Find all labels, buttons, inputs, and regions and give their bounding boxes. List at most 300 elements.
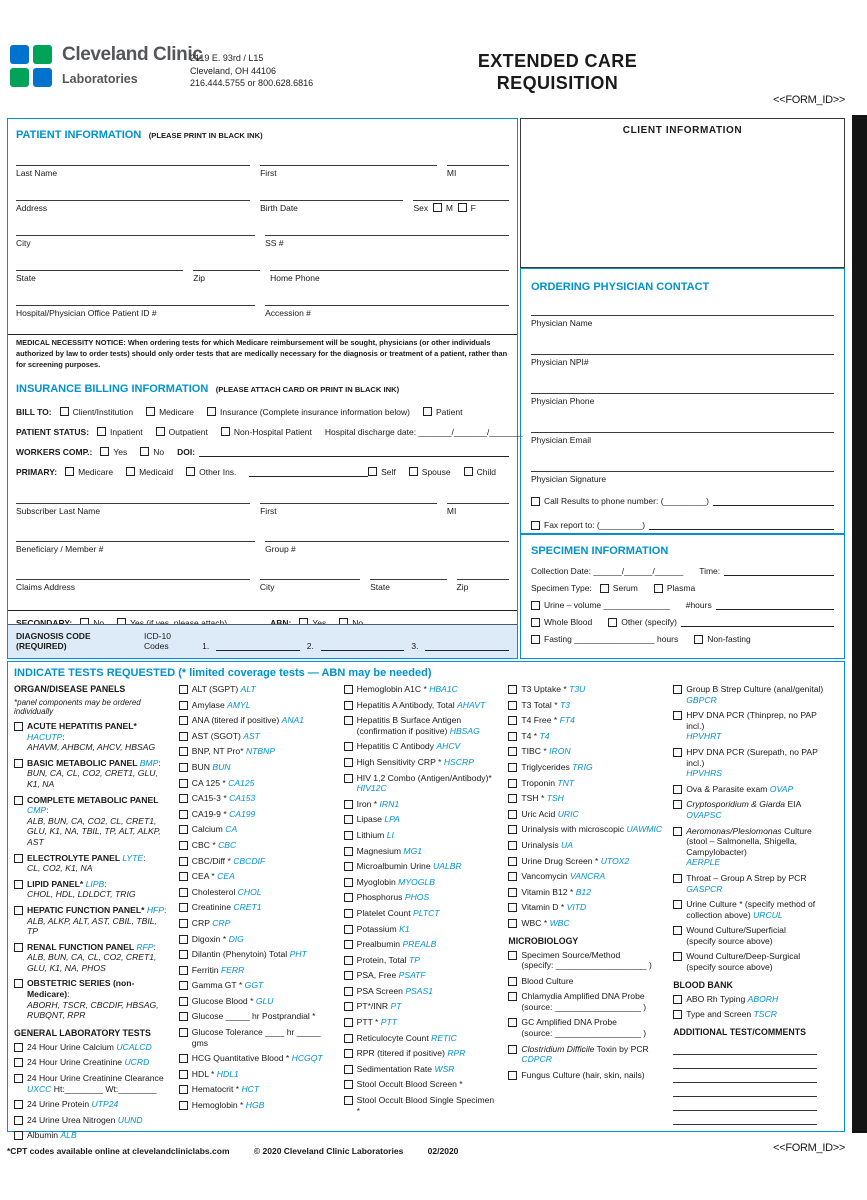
test-checkbox[interactable]: [344, 1080, 353, 1089]
test-checkbox[interactable]: [344, 1065, 353, 1074]
fax-report-checkbox[interactable]: [531, 521, 540, 530]
discharge-date-label[interactable]: Hospital discharge date: _______/_______/_______: [324, 427, 523, 438]
test-checkbox[interactable]: [344, 800, 353, 809]
patient-info-title: PATIENT INFORMATION: [16, 129, 142, 141]
test-checkbox[interactable]: [508, 872, 517, 881]
test-checkbox[interactable]: [179, 810, 188, 819]
test-item: [673, 925, 829, 946]
checkbox[interactable]: [100, 447, 109, 456]
test-checkbox[interactable]: [179, 903, 188, 912]
test-checkbox[interactable]: [179, 1101, 188, 1110]
test-item: [508, 950, 664, 971]
test-checkbox[interactable]: [344, 893, 353, 902]
test-item: [508, 1070, 664, 1081]
test-checkbox[interactable]: [344, 831, 353, 840]
test-item: [179, 902, 335, 913]
time-blank-line[interactable]: [724, 566, 834, 576]
test-checkbox[interactable]: [508, 888, 517, 897]
test-checkbox[interactable]: [179, 966, 188, 975]
test-item: [508, 887, 664, 898]
relation-options: [368, 467, 509, 477]
test-label: Digoxin * DIG: [191, 933, 244, 944]
test-item: [179, 715, 335, 726]
test-label: Lipase LPA: [356, 814, 400, 825]
last-name-field[interactable]: Last Name: [16, 165, 250, 178]
physician-field[interactable]: Physician Email: [531, 432, 834, 445]
call-results-checkbox[interactable]: [531, 497, 540, 506]
test-label: Cholesterol CHOL: [191, 886, 262, 897]
test-checkbox[interactable]: [508, 779, 517, 788]
test-item: [508, 809, 664, 820]
header: [8, 44, 202, 88]
test-checkbox[interactable]: [508, 1018, 517, 1027]
option-label: Client/Institution: [72, 407, 134, 418]
test-checkbox[interactable]: [14, 1131, 23, 1140]
test-item: [673, 799, 829, 820]
fax-report-blank-line[interactable]: [649, 520, 834, 530]
test-label: Gamma GT * GGT: [191, 980, 264, 991]
test-item: [344, 814, 500, 825]
test-item: [508, 1044, 664, 1065]
option-label: Self: [381, 467, 396, 478]
test-checkbox[interactable]: [179, 1012, 188, 1021]
urine-row: Urine – volume ______________ #hours: [531, 600, 834, 610]
test-checkbox[interactable]: [508, 685, 517, 694]
test-checkbox[interactable]: [179, 1054, 188, 1063]
test-label: CA 125 * CA125: [191, 777, 255, 788]
test-label: HIV 1,2 Combo (Antigen/Antibody)* HIV12C: [356, 772, 492, 794]
icd-code-3-blank[interactable]: [425, 641, 509, 651]
test-checkbox[interactable]: [344, 987, 353, 996]
test-checkbox[interactable]: [179, 763, 188, 772]
test-checkbox[interactable]: [344, 956, 353, 965]
call-results-blank-line[interactable]: [713, 496, 834, 506]
test-label: Urine Culture * (specify method of collection above) URCUL: [686, 899, 816, 920]
other-specify-blank-line[interactable]: [681, 617, 834, 627]
checkbox[interactable]: [146, 407, 155, 416]
test-item: [344, 924, 500, 935]
test-checkbox[interactable]: [344, 878, 353, 887]
home-phone-field[interactable]: Home Phone: [270, 270, 509, 283]
patient-row-4: [16, 270, 509, 283]
test-checkbox[interactable]: [344, 1034, 353, 1043]
icd-code-2-blank[interactable]: [321, 641, 405, 651]
test-checkbox[interactable]: [179, 685, 188, 694]
test-checkbox[interactable]: [14, 943, 23, 952]
test-label: RENAL FUNCTION PANEL RFP: ALB, BUN, CA, CL, CO2, CRET1, GLU, K1, NA, PHOS: [27, 941, 157, 973]
test-label: 24 Urine Protein UTP24: [27, 1099, 119, 1110]
beneficiary-row: [16, 541, 509, 554]
test-group-header: ORGAN/DISEASE PANELS: [14, 684, 126, 694]
checkbox[interactable]: [126, 467, 135, 476]
test-item: [673, 873, 829, 894]
claims-address-field[interactable]: Claims Address: [16, 579, 250, 592]
test-checkbox[interactable]: [179, 981, 188, 990]
option-label: No: [153, 447, 165, 458]
test-item: [344, 1033, 500, 1044]
test-checkbox[interactable]: [14, 1074, 23, 1083]
test-checkbox[interactable]: [508, 992, 517, 1001]
tests-column: [508, 684, 673, 1146]
test-item: [673, 826, 829, 868]
subscriber-mi-field[interactable]: MI: [447, 503, 509, 516]
beneficiary-field[interactable]: Beneficiary / Member #: [16, 541, 255, 554]
test-item: [179, 793, 335, 804]
brand-name: Cleveland Clinic: [62, 44, 203, 65]
comment-blank-line[interactable]: [673, 1055, 817, 1069]
test-checkbox[interactable]: [508, 763, 517, 772]
test-label: Hemoglobin * HGB: [191, 1100, 265, 1111]
comment-blank-line[interactable]: [673, 1097, 817, 1111]
physician-field[interactable]: Physician Name: [531, 315, 834, 328]
test-checkbox[interactable]: [179, 825, 188, 834]
urine-checkbox[interactable]: [531, 601, 540, 610]
test-label: BASIC METABOLIC PANEL BMP: BUN, CA, CL, CO2, CRET1, GLU, K1, NA: [27, 757, 161, 789]
test-checkbox[interactable]: [179, 747, 188, 756]
tests-column: [179, 684, 344, 1146]
test-label: T4 Free * FT4: [521, 715, 575, 726]
checkbox[interactable]: [65, 467, 74, 476]
test-checkbox[interactable]: [14, 1116, 23, 1125]
test-checkbox[interactable]: [673, 874, 682, 883]
option-label: Medicare: [159, 407, 195, 418]
test-checkbox[interactable]: [673, 1010, 682, 1019]
test-checkbox[interactable]: [179, 888, 188, 897]
sex-f-checkbox[interactable]: [458, 203, 467, 212]
test-checkbox[interactable]: [14, 906, 23, 915]
test-label: T4 * T4: [521, 730, 550, 741]
test-checkbox[interactable]: [344, 1049, 353, 1058]
test-checkbox[interactable]: [508, 747, 517, 756]
test-item: [344, 986, 500, 997]
test-checkbox[interactable]: [673, 995, 682, 1004]
test-item: [344, 1095, 500, 1116]
comment-blank-line[interactable]: [673, 1069, 817, 1083]
tests-columns: [14, 684, 838, 1146]
test-item: [344, 970, 500, 981]
checkbox-option: [207, 407, 410, 417]
test-item: [179, 1084, 335, 1095]
test-checkbox[interactable]: [14, 759, 23, 768]
patient-row-5: [16, 305, 509, 318]
accession-field[interactable]: Accession #: [265, 305, 509, 318]
test-checkbox[interactable]: [508, 857, 517, 866]
checkbox-option: [368, 467, 396, 477]
test-checkbox[interactable]: [508, 977, 517, 986]
other-ins-blank-line[interactable]: [249, 467, 368, 477]
checkbox[interactable]: [156, 427, 165, 436]
sex-m-checkbox[interactable]: [433, 203, 442, 212]
checkbox[interactable]: [464, 467, 473, 476]
test-checkbox[interactable]: [179, 857, 188, 866]
claims-state-field[interactable]: State: [370, 579, 446, 592]
test-item: [14, 758, 170, 790]
checkbox[interactable]: [368, 467, 377, 476]
test-checkbox[interactable]: [508, 903, 517, 912]
test-checkbox[interactable]: [344, 685, 353, 694]
checkbox[interactable]: [97, 427, 106, 436]
test-checkbox[interactable]: [508, 732, 517, 741]
test-label: Prealbumin PREALB: [356, 939, 437, 950]
checkbox-option: [156, 427, 208, 437]
test-checkbox[interactable]: [344, 742, 353, 751]
test-checkbox[interactable]: [508, 1045, 517, 1054]
plasma-checkbox[interactable]: [654, 584, 663, 593]
sex-field: Sex M F: [413, 200, 509, 213]
test-checkbox[interactable]: [344, 774, 353, 783]
test-checkbox[interactable]: [344, 758, 353, 767]
checkbox-option: [126, 467, 173, 477]
test-checkbox[interactable]: [344, 1018, 353, 1027]
test-label: Hematocrit * HCT: [191, 1084, 260, 1095]
test-checkbox[interactable]: [673, 926, 682, 935]
test-item: [673, 747, 829, 779]
checkbox-option: [464, 467, 496, 477]
test-label: PSA, Free PSATF: [356, 970, 426, 981]
checkbox-option: [221, 427, 312, 437]
test-label: Hepatitis B Surface Antigen (confirmation if positive) HBSAG: [356, 715, 480, 736]
test-item: [508, 991, 664, 1012]
test-checkbox[interactable]: [179, 701, 188, 710]
test-label: OBSTETRIC SERIES (non-Medicare): ABORH, TSCR, CBCDIF, HBSAG, RUBQNT, RPR: [27, 978, 159, 1021]
test-label: Wound Culture/Superficial (specify source above): [686, 925, 786, 946]
doi-blank-line[interactable]: [199, 447, 509, 457]
checkbox[interactable]: [423, 407, 432, 416]
bill-to-row: BILL TO: Client/Institution Medicare Insurance (Complete insurance information below) Patient: [16, 407, 509, 417]
test-checkbox[interactable]: [179, 732, 188, 741]
specimen-type-row: Specimen Type: Serum Plasma: [531, 583, 696, 593]
group-field[interactable]: Group #: [265, 541, 509, 554]
serum-checkbox[interactable]: [600, 584, 609, 593]
test-item: [179, 731, 335, 742]
checkbox[interactable]: [207, 407, 216, 416]
option-label: Outpatient: [168, 427, 208, 438]
urine-hours-blank-line[interactable]: [716, 600, 834, 610]
test-checkbox[interactable]: [673, 800, 682, 809]
checkbox[interactable]: [140, 447, 149, 456]
option-label: Insurance (Complete insurance information below): [220, 407, 410, 418]
test-checkbox[interactable]: [508, 841, 517, 850]
test-checkbox[interactable]: [179, 1028, 188, 1037]
test-checkbox[interactable]: [179, 872, 188, 881]
checkbox[interactable]: [221, 427, 230, 436]
test-checkbox[interactable]: [508, 825, 517, 834]
test-checkbox[interactable]: [673, 685, 682, 694]
test-item: [344, 908, 500, 919]
test-item: [179, 934, 335, 945]
test-label: Lithium LI: [356, 829, 394, 840]
cleveland-clinic-logo: [8, 44, 54, 88]
test-label: WBC * WBC: [521, 917, 570, 928]
test-checkbox[interactable]: [344, 1002, 353, 1011]
test-checkbox[interactable]: [508, 919, 517, 928]
physician-field[interactable]: Physician Signature: [531, 471, 834, 484]
test-label: Stool Occult Blood Screen *: [356, 1079, 463, 1090]
test-item: [179, 871, 335, 882]
state-field[interactable]: State: [16, 270, 183, 283]
test-checkbox[interactable]: [14, 722, 23, 731]
checkbox[interactable]: [186, 467, 195, 476]
test-label: Reticulocyte Count RETIC: [356, 1032, 457, 1043]
test-item: [14, 978, 170, 1020]
test-checkbox[interactable]: [14, 880, 23, 889]
physician-field[interactable]: Physician NPI#: [531, 354, 834, 367]
test-checkbox[interactable]: [344, 815, 353, 824]
test-checkbox[interactable]: [673, 900, 682, 909]
test-checkbox[interactable]: [179, 716, 188, 725]
zip-field[interactable]: Zip: [193, 270, 260, 283]
brand-sub: Laboratories: [62, 72, 138, 86]
test-item: [344, 877, 500, 888]
medical-necessity-notice: MEDICAL NECESSITY NOTICE: When ordering tests for which Medicare reimbursement will be sought, physicians (or other individuals authorized by law to order tests) should only order tests that are medically necessary for the diagnosis or treatment of a patient, rather than for screening purposes.: [16, 338, 508, 369]
test-item: [179, 824, 335, 835]
test-label: ACUTE HEPATITIS PANEL* HACUTP: AHAVM, AHBCM, AHCV, HBSAG: [27, 721, 156, 753]
test-checkbox[interactable]: [344, 971, 353, 980]
checkbox[interactable]: [409, 467, 418, 476]
diagnosis-code-row: DIAGNOSIS CODE (REQUIRED) ICD-10 Codes 1. 2. 3.: [8, 624, 517, 658]
test-checkbox[interactable]: [179, 997, 188, 1006]
patient-status-options: [97, 427, 325, 437]
test-item: [344, 773, 500, 794]
test-label: Chlamydia Amplified DNA Probe (source: __________________ ): [521, 991, 647, 1012]
claims-row: [16, 579, 509, 592]
test-label: 24 Urine Urea Nitrogen UUND: [27, 1114, 143, 1125]
test-label: Glucose Tolerance ____ hr _____ gms: [191, 1027, 321, 1048]
insurance-subtitle: (PLEASE ATTACH CARD OR PRINT IN BLACK INK): [215, 385, 400, 395]
icd-label: ICD-10 Codes: [144, 631, 171, 651]
non-fasting-checkbox[interactable]: [694, 635, 703, 644]
test-checkbox[interactable]: [344, 909, 353, 918]
checkbox[interactable]: [60, 407, 69, 416]
fax-report-row: Fax report to: (_________): [531, 520, 834, 530]
test-checkbox[interactable]: [179, 950, 188, 959]
mi-field[interactable]: MI: [447, 165, 509, 178]
test-checkbox[interactable]: [179, 919, 188, 928]
panel-note: *panel components may be ordered individually: [14, 698, 141, 716]
test-checkbox[interactable]: [14, 1043, 23, 1052]
test-label: HCG Quantitative Blood * HCGQT: [191, 1053, 323, 1064]
test-checkbox[interactable]: [344, 940, 353, 949]
test-item: [14, 942, 170, 974]
icd-code-1-blank[interactable]: [216, 641, 300, 651]
birth-date-field[interactable]: Birth Date: [260, 200, 403, 213]
ss-field[interactable]: SS #: [265, 235, 509, 248]
comment-blank-line[interactable]: [673, 1083, 817, 1097]
test-checkbox[interactable]: [344, 1096, 353, 1105]
test-checkbox[interactable]: [508, 716, 517, 725]
test-label: Magnesium MG1: [356, 845, 423, 856]
subscriber-last-name-field[interactable]: Subscriber Last Name: [16, 503, 250, 516]
test-checkbox[interactable]: [344, 701, 353, 710]
test-checkbox[interactable]: [14, 796, 23, 805]
test-item: [508, 976, 664, 987]
test-label: Throat – Group A Strep by PCR GASPCR: [686, 872, 807, 894]
test-item: [673, 899, 829, 920]
city-field[interactable]: City: [16, 235, 255, 248]
hospital-id-field[interactable]: Hospital/Physician Office Patient ID #: [16, 305, 255, 318]
test-checkbox[interactable]: [508, 701, 517, 710]
lab-address: 2119 E. 93rd / L15 Cleveland, OH 44106 216.444.5755 or 800.628.6816: [190, 53, 314, 88]
test-checkbox[interactable]: [673, 785, 682, 794]
test-checkbox[interactable]: [179, 794, 188, 803]
test-checkbox[interactable]: [673, 711, 682, 720]
physician-field[interactable]: Physician Phone: [531, 393, 834, 406]
other-specify-checkbox[interactable]: [608, 618, 617, 627]
test-item: [14, 905, 170, 937]
collection-date-row: Collection Date: ______/______/______ Time:: [531, 566, 834, 576]
test-label: Wound Culture/Deep-Surgical (specify source above): [686, 951, 801, 973]
address-field[interactable]: Address: [16, 200, 250, 213]
test-checkbox[interactable]: [344, 716, 353, 725]
test-item: [179, 1027, 335, 1048]
test-checkbox[interactable]: [673, 827, 682, 836]
test-checkbox[interactable]: [508, 951, 517, 960]
test-checkbox[interactable]: [508, 810, 517, 819]
insurance-title-row: [16, 379, 509, 397]
test-checkbox[interactable]: [179, 1085, 188, 1094]
checkbox-option: [65, 467, 113, 477]
comment-blank-line[interactable]: [673, 1041, 817, 1055]
first-name-field[interactable]: First: [260, 165, 437, 178]
test-item: [344, 684, 500, 695]
fasting-checkbox[interactable]: [531, 635, 540, 644]
test-checkbox[interactable]: [179, 779, 188, 788]
test-label: Iron * IRN1: [356, 798, 400, 809]
test-item: [508, 1017, 664, 1038]
test-checkbox[interactable]: [673, 748, 682, 757]
test-label: Phosphorus PHOS: [356, 892, 430, 903]
checkbox-option: [140, 447, 164, 457]
test-checkbox[interactable]: [508, 1071, 517, 1080]
checkbox-option: [60, 407, 133, 417]
claims-zip-field[interactable]: Zip: [457, 579, 510, 592]
test-checkbox[interactable]: [179, 1070, 188, 1079]
test-checkbox[interactable]: [179, 841, 188, 850]
comment-blank-line[interactable]: [673, 1111, 817, 1125]
test-checkbox[interactable]: [14, 854, 23, 863]
test-checkbox[interactable]: [344, 847, 353, 856]
test-label: 24 Hour Urine Calcium UCALCD: [27, 1041, 152, 1052]
test-item: [179, 856, 335, 867]
test-checkbox[interactable]: [14, 979, 23, 988]
test-label: Myoglobin MYOGLB: [356, 876, 435, 887]
test-checkbox[interactable]: [14, 1100, 23, 1109]
test-checkbox[interactable]: [14, 1058, 23, 1067]
test-checkbox[interactable]: [179, 935, 188, 944]
patient-row-2: [16, 200, 509, 213]
test-label: Troponin TNT: [521, 777, 575, 788]
test-item: [673, 1009, 829, 1020]
test-label: Dilantin (Phenytoin) Total PHT: [191, 949, 307, 960]
test-item: [344, 892, 500, 903]
test-checkbox[interactable]: [344, 862, 353, 871]
test-checkbox[interactable]: [673, 952, 682, 961]
test-item: [344, 846, 500, 857]
subscriber-first-field[interactable]: First: [260, 503, 437, 516]
test-label: ANA (titered if positive) ANA1: [191, 715, 305, 726]
whole-blood-checkbox[interactable]: [531, 618, 540, 627]
ordering-physician-section: [520, 268, 845, 534]
test-checkbox[interactable]: [344, 925, 353, 934]
test-label: Hepatitis A Antibody, Total AHAVT: [356, 699, 486, 710]
test-label: PTT * PTT: [356, 1017, 398, 1028]
test-label: TSH * TSH: [521, 793, 564, 804]
test-checkbox[interactable]: [508, 794, 517, 803]
test-label: High Sensitivity CRP * HSCRP: [356, 756, 474, 767]
patient-insurance-section: [7, 118, 523, 659]
test-label: Uric Acid URIC: [521, 808, 579, 819]
claims-city-field[interactable]: City: [260, 579, 360, 592]
